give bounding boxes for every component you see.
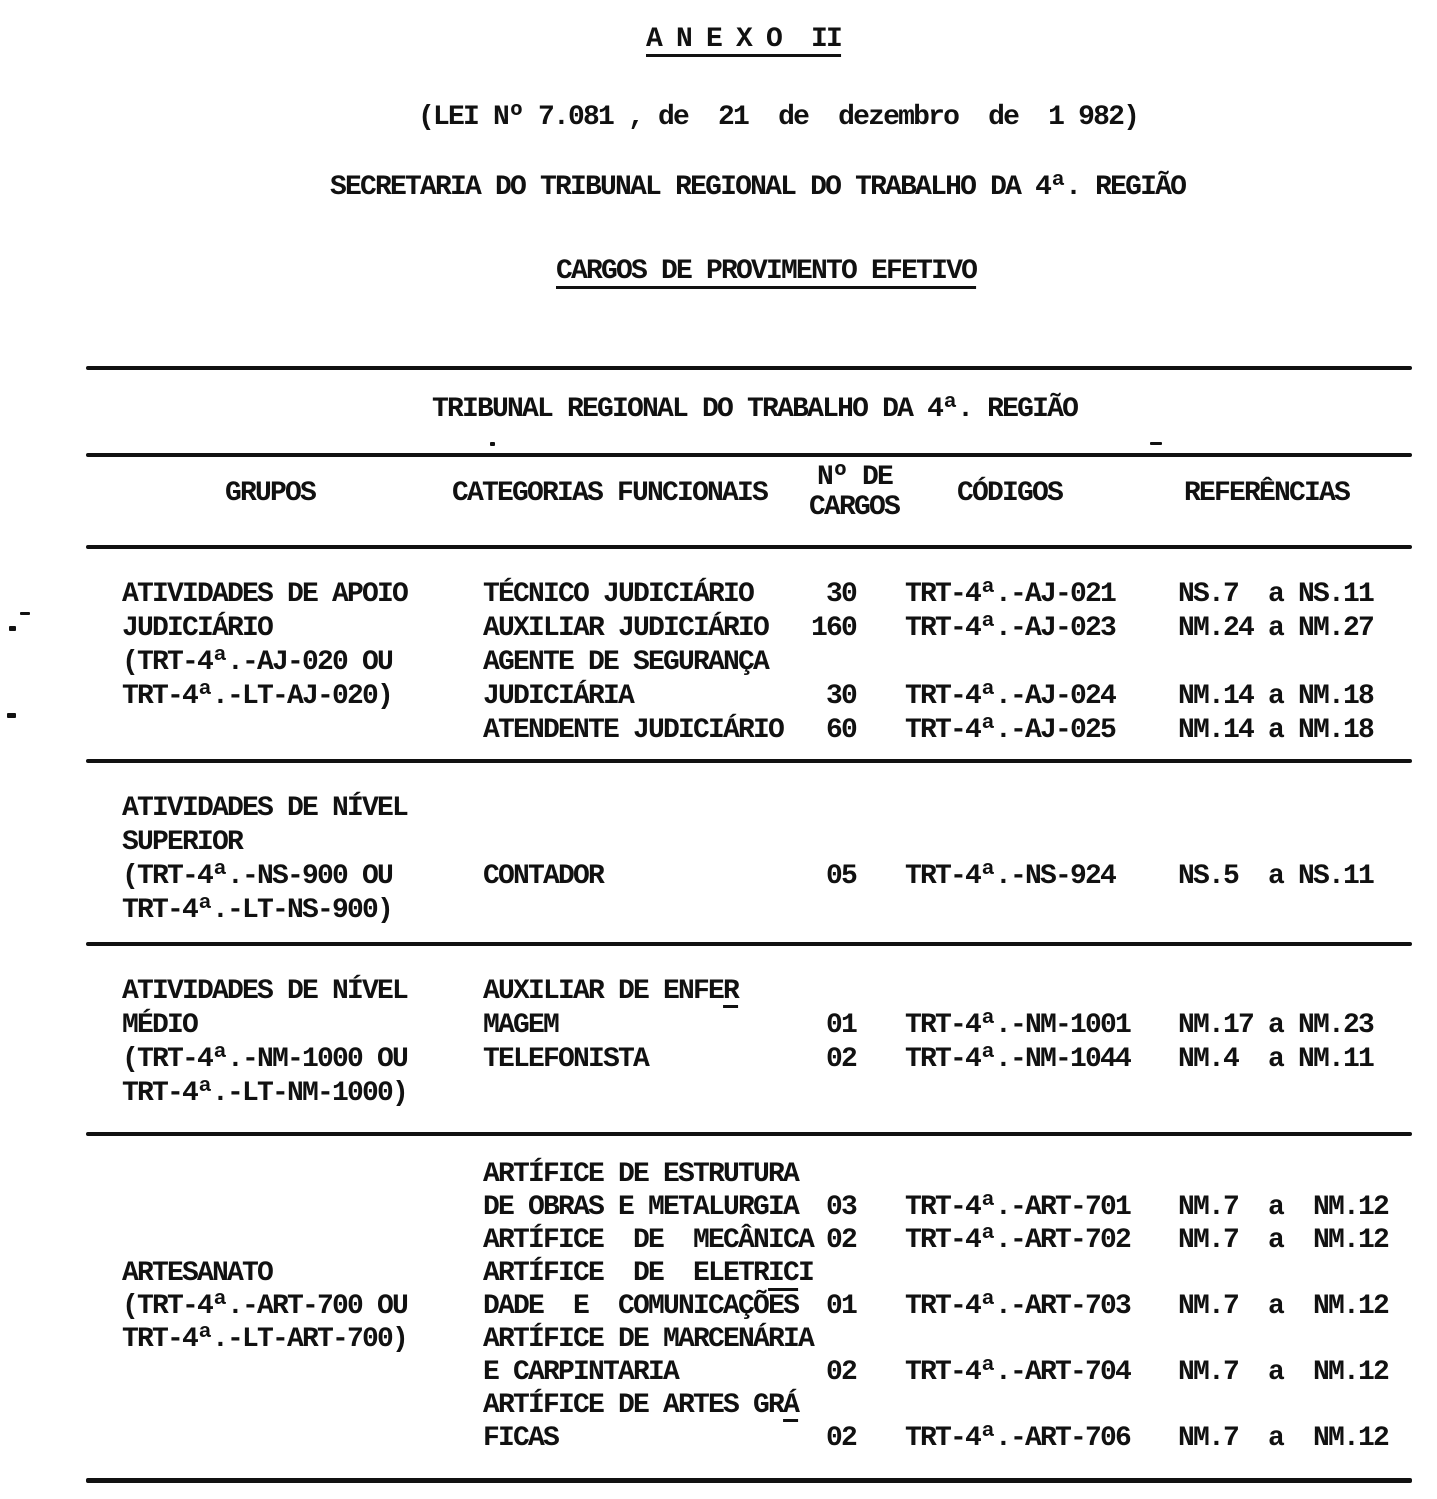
- cargos-cell: 05: [825, 861, 856, 892]
- category-cell: AGENTE DE SEGURANÇA: [483, 647, 769, 678]
- cargos-cell: 60: [825, 715, 856, 746]
- scan-speck: [7, 713, 16, 718]
- referencia-cell: NM.14 a NM.18: [1178, 681, 1374, 712]
- table-row: [0, 1043, 1437, 1077]
- group-cell: MÉDIO: [122, 1010, 198, 1041]
- category-cell: ARTÍFICE DE ESTRUTURA: [483, 1159, 799, 1190]
- table-title: TRIBUNAL REGIONAL DO TRABALHO DA 4ª. REGIÃO: [432, 394, 1078, 425]
- column-header-num-cargos-line1: Nº DE: [817, 462, 893, 493]
- group-cell: TRT-4ª.-LT-AJ-020): [122, 681, 393, 712]
- referencia-cell: NM.7 a NM.12: [1178, 1291, 1389, 1322]
- referencia-cell: NM.4 a NM.11: [1178, 1044, 1374, 1075]
- table-section-artesanato: [0, 1158, 1437, 1455]
- table-row: [0, 1389, 1437, 1422]
- group-cell: ARTESANATO: [122, 1258, 273, 1289]
- cargos-cell: 02: [825, 1423, 856, 1454]
- group-cell: ATIVIDADES DE NÍVEL: [122, 976, 408, 1007]
- secretariat-line: SECRETARIA DO TRIBUNAL REGIONAL DO TRABALHO DA 4ª. REGIÃO: [330, 172, 1186, 203]
- page-title: A N E X O II: [646, 24, 842, 55]
- category-cell: ARTÍFICE DE MARCENÁRIA: [483, 1324, 814, 1355]
- horizontal-rule-3: [86, 545, 1412, 549]
- column-header-referencias: REFERÊNCIAS: [1184, 478, 1350, 509]
- category-cell: ARTÍFICE DE ARTES GRÁ: [483, 1390, 799, 1421]
- codigo-cell: TRT-4ª.-ART-706: [905, 1423, 1131, 1454]
- hyphen-break-overline: $\overline{ES}$: [768, 1291, 799, 1322]
- group-cell: JUDICIÁRIO: [122, 613, 273, 644]
- category-cell: ARTÍFICE DE ELETRICI: [483, 1258, 814, 1289]
- referencia-cell: NM.14 a NM.18: [1178, 715, 1374, 746]
- group-cell: TRT-4ª.-LT-NM-1000): [122, 1078, 408, 1109]
- category-cell: DE OBRAS E METALURGIA: [483, 1192, 799, 1223]
- cargos-cell: 02: [825, 1044, 856, 1075]
- referencia-cell: NM.24 a NM.27: [1178, 613, 1374, 644]
- group-cell: TRT-4ª.-LT-ART-700): [122, 1324, 408, 1355]
- table-row: [0, 578, 1437, 612]
- category-cell: E CARPINTARIA: [483, 1357, 679, 1388]
- horizontal-rule-5: [86, 942, 1412, 946]
- category-cell: TÉCNICO JUDICIÁRIO: [483, 579, 754, 610]
- category-cell: JUDICIÁRIA: [483, 681, 634, 712]
- codigo-cell: TRT-4ª.-AJ-024: [905, 681, 1116, 712]
- codigo-cell: TRT-4ª.-NS-924: [905, 861, 1116, 892]
- cargos-cell: 30: [825, 681, 856, 712]
- codigo-cell: TRT-4ª.-ART-702: [905, 1225, 1131, 1256]
- group-cell: (TRT-4ª.-ART-700 OU: [122, 1291, 408, 1322]
- category-cell: ARTÍFICE DE MECÂNICA: [483, 1225, 814, 1256]
- column-header-categorias: CATEGORIAS FUNCIONAIS: [452, 478, 768, 509]
- referencia-cell: NM.7 a NM.12: [1178, 1225, 1389, 1256]
- document-subtitle: CARGOS DE PROVIMENTO EFETIVO: [556, 256, 977, 287]
- referencia-cell: NM.7 a NM.12: [1178, 1357, 1389, 1388]
- table-row: [0, 826, 1437, 860]
- group-cell: (TRT-4ª.-NS-900 OU: [122, 861, 393, 892]
- codigo-cell: TRT-4ª.-NM-1001: [905, 1010, 1131, 1041]
- group-cell: (TRT-4ª.-NM-1000 OU: [122, 1044, 408, 1075]
- codigo-cell: TRT-4ª.-ART-701: [905, 1192, 1131, 1223]
- category-cell: CONTADOR: [483, 861, 604, 892]
- cargos-cell: 01: [825, 1291, 856, 1322]
- cargos-cell: 03: [825, 1192, 856, 1223]
- codigo-cell: TRT-4ª.-AJ-023: [905, 613, 1116, 644]
- group-cell: ATIVIDADES DE APOIO: [122, 579, 408, 610]
- hyphen-break-underline: R: [723, 976, 739, 1007]
- referencia-cell: NM.7 a NM.12: [1178, 1192, 1389, 1223]
- category-cell: ATENDENTE JUDICIÁRIO: [483, 715, 784, 746]
- scan-speck: [1150, 442, 1162, 445]
- column-header-num-cargos-line2: CARGOS: [809, 492, 900, 523]
- scan-speck: [490, 442, 495, 446]
- table-row: [0, 860, 1437, 894]
- category-cell: AUXILIAR DE ENFER: [483, 976, 739, 1007]
- table-row: [0, 612, 1437, 646]
- codigo-cell: TRT-4ª.-ART-703: [905, 1291, 1131, 1322]
- table-section-nivel-medio: [0, 975, 1437, 1111]
- category-cell: DADE E $COMUNICAÇÕ\overline{ES}$: [483, 1291, 799, 1322]
- group-cell: ATIVIDADES DE NÍVEL: [122, 793, 408, 824]
- codigo-cell: TRT-4ª.-NM-1044: [905, 1044, 1131, 1075]
- codigo-cell: TRT-4ª.-ART-704: [905, 1357, 1131, 1388]
- table-row: [0, 1257, 1437, 1290]
- table-row: [0, 792, 1437, 826]
- cargos-cell: 02: [825, 1225, 856, 1256]
- column-header-grupos: GRUPOS: [225, 478, 316, 509]
- referencia-cell: NM.17 a NM.23: [1178, 1010, 1374, 1041]
- table-row: [0, 1224, 1437, 1257]
- group-cell: (TRT-4ª.-AJ-020 OU: [122, 647, 393, 678]
- scan-speck: [9, 626, 16, 631]
- horizontal-rule-2: [86, 453, 1412, 457]
- referencia-cell: NM.7 a NM.12: [1178, 1423, 1389, 1454]
- table-row: [0, 646, 1437, 680]
- table-section-apoio-judiciario: [0, 578, 1437, 748]
- table-row: [0, 894, 1437, 928]
- horizontal-rule-7: [86, 1478, 1412, 1483]
- cargos-cell: 30: [825, 579, 856, 610]
- codigo-cell: TRT-4ª.-AJ-025: [905, 715, 1116, 746]
- category-cell: AUXILIAR JUDICIÁRIO: [483, 613, 769, 644]
- horizontal-rule-4: [86, 759, 1412, 763]
- cargos-cell: 01: [825, 1010, 856, 1041]
- table-row: [0, 714, 1437, 748]
- table-row: [0, 1290, 1437, 1323]
- table-row: [0, 1356, 1437, 1389]
- referencia-cell: NS.5 a NS.11: [1178, 861, 1374, 892]
- table-row: [0, 680, 1437, 714]
- table-row: [0, 1077, 1437, 1111]
- table-row: [0, 975, 1437, 1009]
- column-header-codigos: CÓDIGOS: [957, 478, 1063, 509]
- table-row: [0, 1422, 1437, 1455]
- table-row: [0, 1158, 1437, 1191]
- category-cell: TELEFONISTA: [483, 1044, 649, 1075]
- table-row: [0, 1191, 1437, 1224]
- hyphen-break-underline: Á: [783, 1390, 799, 1421]
- referencia-cell: NS.7 a NS.11: [1178, 579, 1374, 610]
- cargos-cell: 160: [810, 613, 856, 644]
- table-section-nivel-superior: [0, 792, 1437, 928]
- table-row: [0, 1323, 1437, 1356]
- codigo-cell: TRT-4ª.-AJ-021: [905, 579, 1116, 610]
- scan-speck: [20, 612, 30, 615]
- group-cell: SUPERIOR: [122, 827, 243, 858]
- category-cell: MAGEM: [483, 1010, 559, 1041]
- law-reference-line: (LEI Nº 7.081 , de 21 de dezembro de 1 982): [418, 102, 1139, 133]
- horizontal-rule-6: [86, 1132, 1412, 1136]
- category-cell: FICAS: [483, 1423, 559, 1454]
- horizontal-rule-1: [86, 366, 1412, 370]
- group-cell: TRT-4ª.-LT-NS-900): [122, 895, 393, 926]
- table-row: [0, 1009, 1437, 1043]
- cargos-cell: 02: [825, 1357, 856, 1388]
